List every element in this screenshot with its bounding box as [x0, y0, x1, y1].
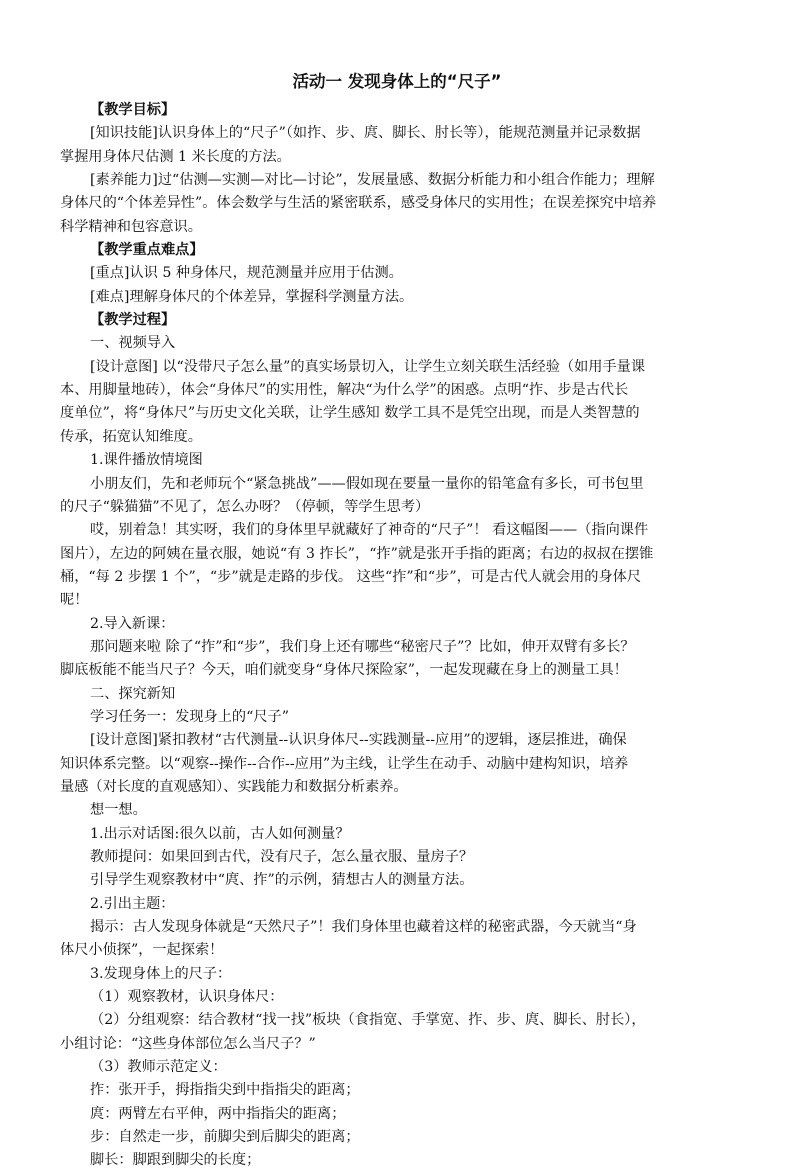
text-line: 庹：两臂左右平伸，两中指指尖的距离； [90, 1105, 346, 1122]
text-line: [重点]认识 5 种身体尺，规范测量并应用于估测。 [90, 265, 403, 282]
text-line: 一、视频导入 [90, 335, 176, 352]
text-line: 脚底板能不能当尺子？今天，咱们就变身“身体尺探险家”，一起发现藏在身上的测量工具！ [60, 662, 628, 679]
text-line: 拃：张开手，拇指指尖到中指指尖的距离； [90, 1082, 360, 1099]
text-line: 小组讨论：“这些身体部位怎么当尺子？” [60, 1035, 316, 1052]
text-line: 2.导入新课： [90, 615, 175, 632]
page-title: 活动一 发现身体上的“尺子” [292, 72, 502, 91]
text-line: 科学精神和包容意识。 [60, 218, 202, 235]
text-line: 桶，“每 2 步摆 1 个”，“步”就是走路的步伐。 这些“拃”和“步”，可是古代人就会用的身体尺 [60, 568, 642, 585]
text-line: 步：自然走一步，前脚尖到后脚尖的距离； [90, 1129, 360, 1146]
text-line: 呢！ [60, 592, 89, 609]
text-line: 身体尺的“个体差异性”。体会数学与生活的紧密联系，感受身体尺的实用性；在误差探究中培养 [60, 195, 657, 212]
text-line: 小朋友们，先和老师玩个“紧急挑战”——假如现在要量一量你的铅笔盒有多长，可书包里 [90, 475, 644, 492]
text-line: 传承，拓宽认知维度。 [60, 428, 202, 445]
text-line: 图片），左边的阿姨在量衣服，她说“有 3 拃长”，“拃”就是张开手指的距离；右边的叔叔在摆锥 [60, 545, 654, 562]
text-line: 学习任务一：发现身上的“尺子” [90, 708, 289, 725]
text-line: 的尺子“躲猫猫”不见了，怎么办呀？（停顿，等学生思考） [60, 498, 430, 515]
text-line: 2.引出主题： [90, 895, 175, 912]
section-heading: 【教学目标】 [90, 102, 176, 118]
text-line: [素养能力]过“估测—实测—对比—讨论”，发展量感、数据分析能力和小组合作能力；理解 [90, 172, 655, 189]
text-line: 知识体系完整。以“观察--操作--合作--应用”为主线，让学生在动手、动脑中建构知识，培养 [60, 755, 629, 772]
text-line: 脚长：脚跟到脚尖的长度； [90, 1152, 261, 1169]
text-line: [设计意图] 以“没带尺子怎么量”的真实场景切入，让学生立刻关联生活经验（如用手量课 [90, 358, 646, 375]
text-line: 本、用脚量地砖），体会“身体尺”的实用性，解决“为什么学”的困惑。点明“拃、步是古代长 [60, 382, 629, 399]
text-line: 想一想。 [90, 802, 147, 819]
text-line: 那问题来啦 除了“拃”和“步”，我们身上还有哪些“秘密尺子”？比如，伸开双臂有多长？ [90, 638, 635, 655]
text-line: 哎，别着急！其实呀，我们的身体里早就藏好了神奇的“尺子”！ 看这幅图——（指向课件 [90, 522, 649, 539]
text-line: 二、探究新知 [90, 685, 176, 702]
text-line: （2）分组观察：结合教材“找一找”板块（食指宽、手掌宽、拃、步、庹、脚长、肘长）， [90, 1012, 646, 1029]
document-body [60, 99, 714, 1173]
text-line: [知识技能]认识身体上的“尺子”（如拃、步、庹、脚长、肘长等），能规范测量并记录数据 [90, 125, 641, 142]
text-line: （1）观察教材，认识身体尺： [90, 989, 284, 1006]
text-line: 量感（对长度的直观感知）、实践能力和数据分析素养。 [60, 778, 408, 795]
section-heading: 【教学过程】 [90, 312, 176, 329]
text-line: 掌握用身体尺估测 1 米长度的方法。 [60, 148, 291, 165]
text-line: 引导学生观察教材中“庹、拃”的示例，猜想古人的测量方法。 [90, 872, 474, 889]
text-line: （3）教师示范定义： [90, 1059, 227, 1076]
text-line: 教师提问：如果回到古代，没有尺子，怎么量衣服、量房子？ [90, 849, 474, 865]
text-line: 体尺小侦探”，一起探索！ [60, 942, 224, 959]
section-heading: 【教学重点难点】 [90, 242, 204, 259]
text-line: [难点]理解身体尺的个体差异，掌握科学测量方法。 [90, 288, 414, 305]
text-line: 3.发现身体上的尺子： [90, 965, 232, 982]
text-line: 1.课件播放情境图 [90, 452, 203, 469]
text-line: 揭示：古人发现身体就是“天然尺子”！我们身体里也藏着这样的秘密武器，今天就当“身 [90, 919, 637, 936]
text-line: 度单位”，将“身体尺”与历史文化关联，让学生感知 数学工具不是凭空出现，而是人类智慧的 [60, 405, 640, 422]
text-line: 1.出示对话图:很久以前，古人如何测量？ [90, 825, 350, 842]
text-line: [设计意图]紧扣教材“古代测量--认识身体尺--实践测量--应用”的逻辑，逐层推进，确保 [90, 732, 627, 749]
